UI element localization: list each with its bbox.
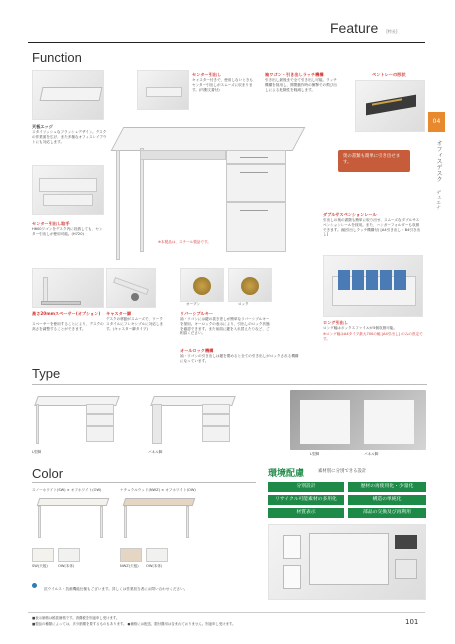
type-panel-leg-label-2: パネル脚 — [364, 452, 379, 456]
type-l-leg-label: L型脚 — [32, 450, 42, 454]
side-tab-sub-label: デュエナ — [435, 190, 441, 210]
full-extension-body: 引き出し最後まで全て引き出し可能。ラッチ機構を採用し、開閉動作時の衝撃での飛び出しによる危険性を軽減します。 — [265, 78, 337, 92]
key-open-photo — [180, 268, 224, 302]
height-spacer-body: スペーサーを使用することにより、デスクの高さを調整することができます。 — [32, 322, 104, 331]
center-drawer-photo — [137, 70, 189, 110]
top-edge-photo — [32, 70, 104, 120]
key-open-label: オープン — [186, 302, 201, 306]
color-option-1-label: スノーホワイト(SW) × オフホワイト(OW) — [32, 488, 102, 492]
height-spacer-photo — [32, 268, 104, 308]
center-drawer-body: キャスター付きで、使用しないときもセンター引出しがスムーズに収まります。(内側文書付) — [192, 78, 254, 92]
swatch-0 — [32, 548, 54, 562]
color-rule — [32, 482, 256, 483]
pen-tray-photo — [355, 80, 425, 132]
type-l-leg-label-2: L型脚 — [310, 452, 320, 456]
caster-leg-body: デスクの移動がスムーズで、ワークスタイルにフレキシブルに対応します。(キャスター脚タイプ) — [106, 317, 164, 331]
color-option-1-desk — [36, 496, 112, 542]
key-lock-photo — [228, 268, 272, 302]
eco-subtitle: 素材別に分別できる設計 — [318, 469, 367, 474]
section-function-title: Function — [32, 50, 82, 65]
center-handle-photo — [32, 165, 104, 215]
key-lock-label: ロック — [238, 302, 249, 306]
swatch-0-label: SW(天板) — [32, 564, 48, 568]
top-edge-body: スタイリッシュなフラッシュデザイン。デスクの作業面を広げ、また多様なオフィスレイアウトにも対応します。 — [32, 130, 107, 144]
long-drawer-note: ※ロング幅はA4タイプ最大700の幅 [A4引出し] のみの設定です。 — [323, 332, 423, 341]
footer-note-2: ■製品の種類によっては、多少納期を要するものもあります。 ●価格には配送、据付費用は含まれておりません。別途申し受けます。 — [32, 622, 236, 626]
eco-badge-4: 材質表示 — [268, 508, 344, 518]
height-spacer-title: 高さ20mmスペーサー(オプション) — [32, 311, 101, 316]
section-color-title: Color — [32, 466, 64, 481]
caster-leg-title: キャスター脚 — [106, 311, 132, 316]
long-drawer-title: ロング引出し — [323, 320, 349, 325]
eco-badge-5: 部品の交換及び再利用 — [348, 508, 426, 518]
header-rule — [28, 42, 425, 43]
all-lock-title: オールロック機構 — [180, 348, 214, 353]
type-rule — [32, 384, 427, 385]
caster-leg-photo — [106, 268, 156, 308]
swatch-2-label: NWZ(天板) — [120, 564, 139, 568]
type-l-leg-image — [32, 392, 122, 450]
center-drawer-title: センター引出し — [192, 72, 222, 77]
eco-parts-photo — [268, 524, 426, 600]
page-number: 101 — [405, 618, 419, 626]
eco-badge-2: リサイクル可能素材の多用化 — [268, 495, 344, 505]
side-tab-label: オフィスデスク — [435, 140, 442, 182]
page-header — [330, 18, 450, 36]
reversible-key-title: リバーシブルキー — [180, 311, 214, 316]
steel-notice: ※本製品は、スチール製品です。 — [158, 240, 211, 244]
double-suspension-title: ダブルサスペンションレール — [323, 212, 377, 217]
type-panel-leg-image — [148, 392, 238, 450]
reversible-key-body: 袖・ワゴンには鍵の抜き差しが簡単なリバーシブルキーを採用。キーロックの表示により、引出しのロック状態を確認できます。また前面に鍵を入れ替えたりなど、ご相談ください。 — [180, 317, 270, 336]
swatch-1 — [58, 548, 80, 562]
page-title-sub: [特長] — [386, 29, 398, 34]
center-handle-title: センター引出し取手 — [32, 221, 70, 226]
side-tab — [428, 112, 445, 132]
eco-badge-0: 分別設計 — [268, 482, 344, 492]
double-suspension-body: 引出しの奥の書類も簡単に取り出せ、スムーズなダブルサスペンションレールを採用。また、ハンガーフォルダーも収納できます。(幅引出しラッチ機構付) [A4引き出し・B4引き出し] — [323, 218, 421, 237]
center-handle-body: H600ワゴンをデスク内に収納しても、センター引出しが使用可能。(H720) — [32, 227, 103, 236]
pen-tray-title: ペントレーの形状 — [372, 72, 406, 77]
section-type-title: Type — [32, 366, 61, 381]
info-icon — [32, 583, 37, 588]
swatch-3-label: OW(本体) — [146, 564, 163, 568]
deep-drawer-callout: 奥の書類も簡単に引き出せます。 — [338, 150, 410, 172]
footer-note-1: ■表示価格は税抜価格です。消費税を別途申し受けます。 — [32, 616, 120, 620]
page-title: Feature — [330, 20, 379, 36]
all-lock-body: 袖・ワゴンの引き出しは鍵を閉めると全ての引き出しがロックされる機構になっています。 — [180, 354, 299, 363]
swatch-2 — [120, 548, 142, 562]
eco-badge-1: 歴材の再使用化・少量化 — [348, 482, 426, 492]
eco-badge-3: 構造の単純化 — [348, 495, 426, 505]
type-side-views — [290, 390, 426, 450]
color-option-2-desk — [122, 496, 198, 542]
top-edge-title: 天板エッジ — [32, 124, 53, 129]
color-option-2-label: ナチュラルウッド(NWZ) × オフホワイト(OW) — [120, 488, 196, 492]
antiviral-note: 抗ウイルス・抗菌機能仕様もございます。詳しくは営業担当者にお問い合わせください。 — [32, 575, 262, 594]
long-drawer-photo — [323, 255, 423, 317]
type-panel-leg-label: パネル脚 — [148, 450, 163, 454]
swatch-3 — [146, 548, 168, 562]
footer-rule — [28, 612, 425, 613]
eco-title: 環境配慮 — [268, 469, 305, 479]
long-drawer-body: ロング幅はボックスファイルが5個収納可能。 — [323, 326, 397, 330]
swatch-1-label: OW(本体) — [58, 564, 75, 568]
full-extension-title: 袖ワゴン・引き出しラッチ機構 — [265, 72, 324, 77]
side-tab-number: 04 — [432, 118, 441, 125]
